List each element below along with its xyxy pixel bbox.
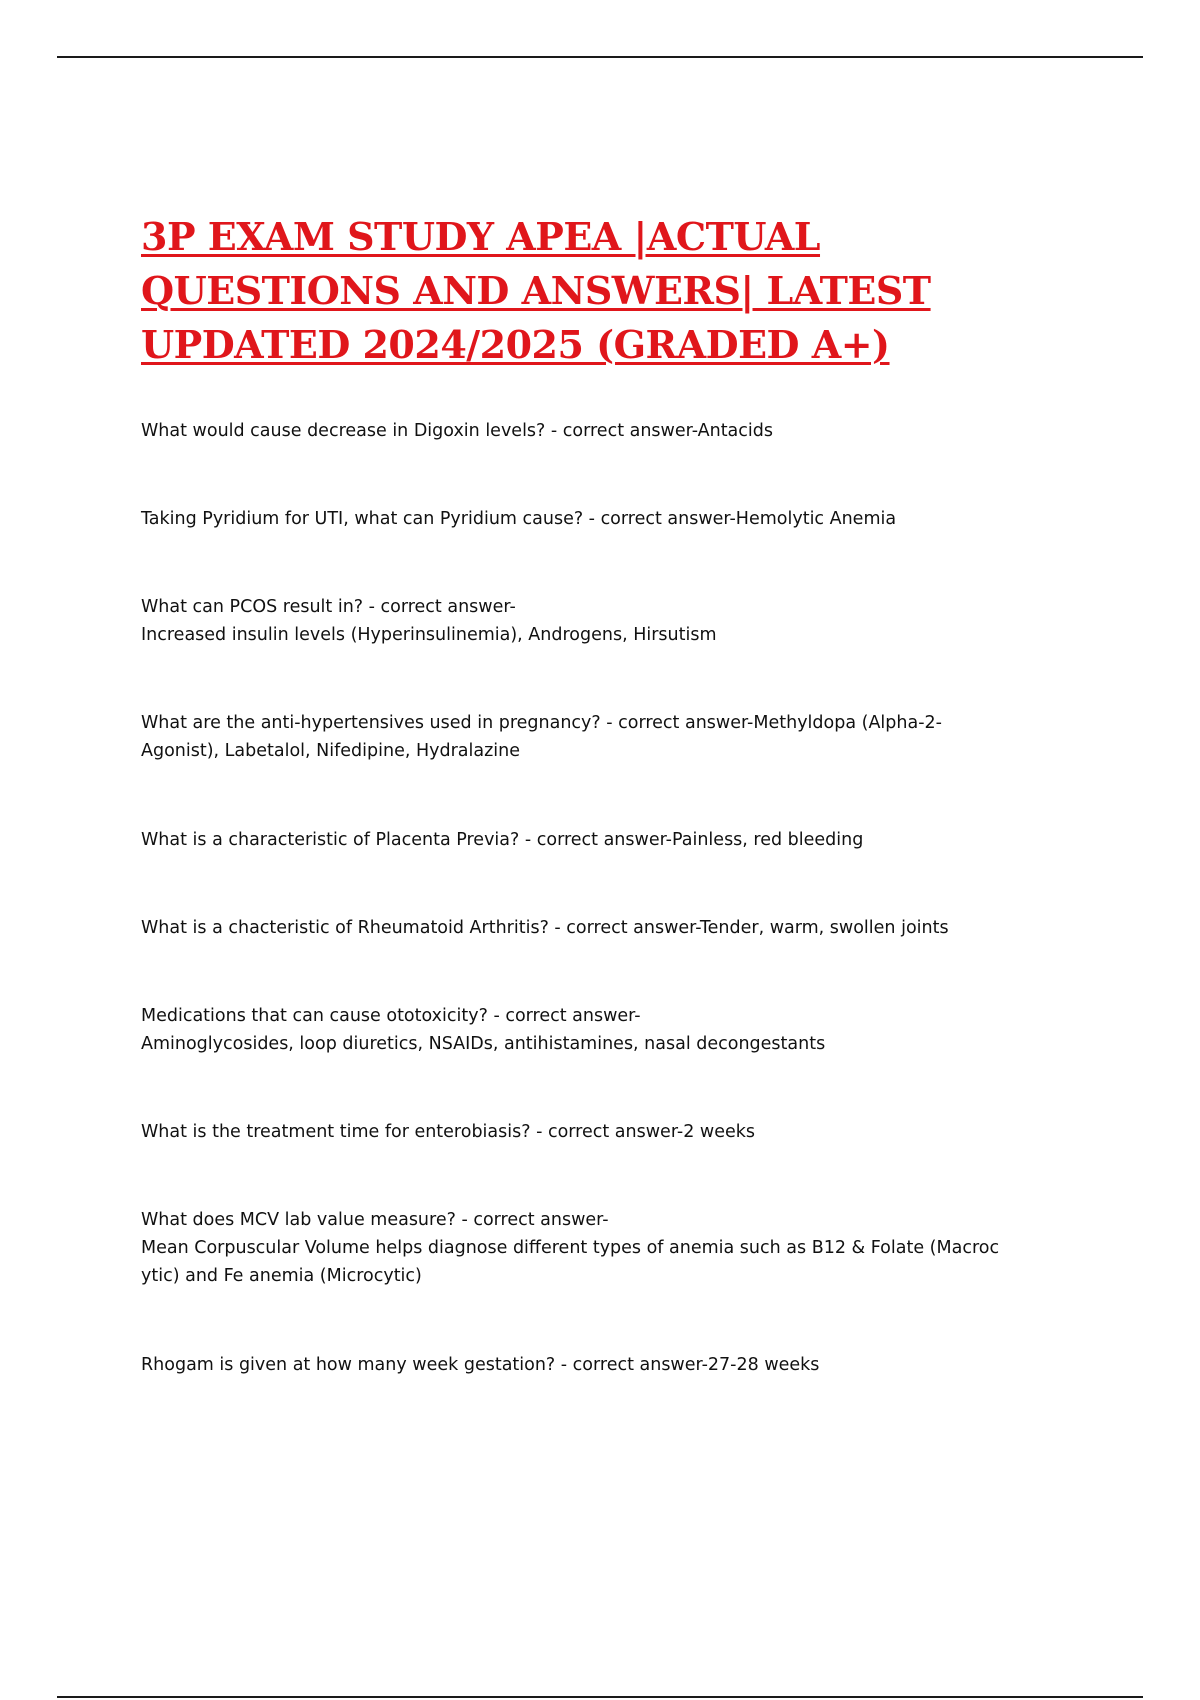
qa-line: Increased insulin levels (Hyperinsulinemia), Androgens, Hirsutism bbox=[141, 625, 717, 645]
header-rule bbox=[57, 56, 1143, 58]
qa-item bbox=[141, 1351, 1061, 1379]
qa-line: Medications that can cause ototoxicity? - correct answer- bbox=[141, 1006, 641, 1026]
qa-line: Aminoglycosides, loop diuretics, NSAIDs, antihistamines, nasal decongestants bbox=[141, 1034, 826, 1054]
qa-item bbox=[141, 1118, 1061, 1146]
qa-line: What is a characteristic of Placenta Previa? - correct answer-Painless, red bleeding bbox=[141, 830, 864, 850]
qa-item bbox=[141, 417, 1061, 445]
footer-rule bbox=[57, 1696, 1143, 1698]
qa-line: What does MCV lab value measure? - correct answer- bbox=[141, 1210, 609, 1230]
qa-line: ytic) and Fe anemia (Microcytic) bbox=[141, 1266, 422, 1286]
qa-line: What are the anti-hypertensives used in pregnancy? - correct answer-Methyldopa (Alpha-2- bbox=[141, 713, 942, 733]
qa-line: Taking Pyridium for UTI, what can Pyridium cause? - correct answer-Hemolytic Anemia bbox=[141, 509, 897, 529]
qa-item bbox=[141, 709, 1061, 765]
qa-item bbox=[141, 505, 1061, 533]
document-title: 3P EXAM STUDY APEA |ACTUAL QUESTIONS AND ANSWERS| LATEST UPDATED 2024/2025 (GRADED A+) bbox=[141, 214, 931, 367]
qa-line: What is the treatment time for enterobiasis? - correct answer-2 weeks bbox=[141, 1122, 756, 1142]
qa-line: What would cause decrease in Digoxin levels? - correct answer-Antacids bbox=[141, 421, 773, 441]
qa-line: What is a chacteristic of Rheumatoid Arthritis? - correct answer-Tender, warm, swollen joints bbox=[141, 918, 949, 938]
document-body bbox=[141, 210, 1101, 1375]
qa-line: Agonist), Labetalol, Nifedipine, Hydralazine bbox=[141, 741, 521, 761]
qa-line: Rhogam is given at how many week gestation? - correct answer-27-28 weeks bbox=[141, 1355, 820, 1375]
qa-item bbox=[141, 1002, 1061, 1058]
qa-item bbox=[141, 914, 1061, 942]
qa-item bbox=[141, 826, 1061, 854]
qa-line: What can PCOS result in? - correct answer- bbox=[141, 597, 516, 617]
qa-line: Mean Corpuscular Volume helps diagnose different types of anemia such as B12 & Folate (Macroc bbox=[141, 1238, 1000, 1258]
qa-item bbox=[141, 1206, 1061, 1290]
qa-item bbox=[141, 593, 1061, 649]
